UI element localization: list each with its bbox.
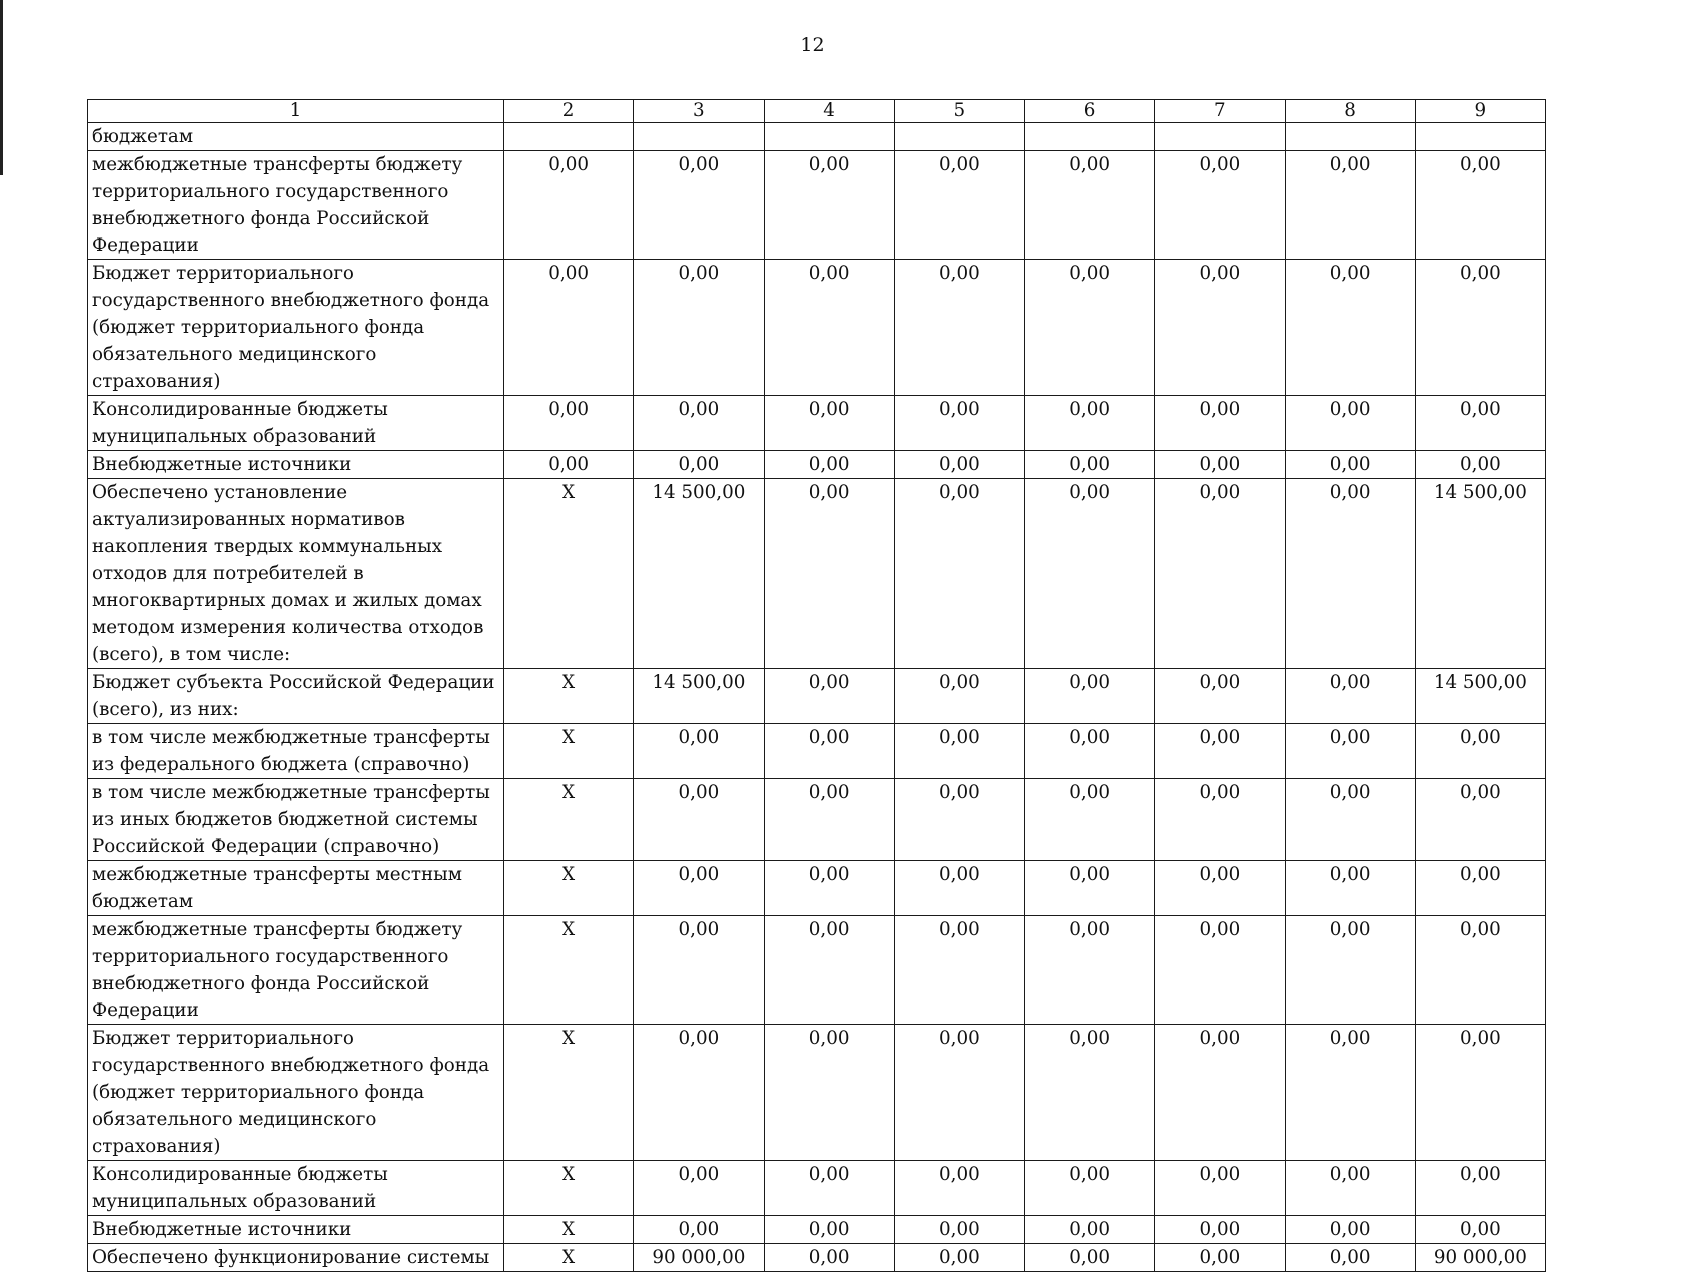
cell-col-4: 0,00 — [764, 724, 894, 779]
table-header — [88, 100, 1546, 123]
cell-col-5: 0,00 — [894, 451, 1024, 479]
cell-col-5: 0,00 — [894, 479, 1024, 669]
cell-col-3 — [634, 123, 764, 151]
cell-col-9: 0,00 — [1415, 451, 1545, 479]
cell-col-9: 0,00 — [1415, 1025, 1545, 1161]
cell-col-6: 0,00 — [1025, 479, 1155, 669]
cell-col-9 — [1415, 123, 1545, 151]
cell-col-3: 0,00 — [634, 151, 764, 260]
cell-col-7 — [1155, 123, 1285, 151]
cell-col-7: 0,00 — [1155, 1216, 1285, 1244]
cell-col-9: 0,00 — [1415, 396, 1545, 451]
cell-col-7: 0,00 — [1155, 260, 1285, 396]
row-label: в том числе межбюджетные трансферты из федерального бюджета (справочно) — [88, 724, 504, 779]
cell-col-8: 0,00 — [1285, 669, 1415, 724]
cell-col-4: 0,00 — [764, 1025, 894, 1161]
cell-col-3: 0,00 — [634, 260, 764, 396]
header-col-6: 6 — [1025, 100, 1155, 123]
cell-col-2: X — [504, 916, 634, 1025]
table-row — [88, 479, 1546, 669]
cell-col-4: 0,00 — [764, 861, 894, 916]
budget-table — [87, 99, 1546, 1272]
table-row — [88, 724, 1546, 779]
cell-col-3: 0,00 — [634, 724, 764, 779]
cell-col-9: 0,00 — [1415, 861, 1545, 916]
cell-col-6: 0,00 — [1025, 669, 1155, 724]
cell-col-9: 0,00 — [1415, 1216, 1545, 1244]
cell-col-5: 0,00 — [894, 779, 1024, 861]
cell-col-2: X — [504, 479, 634, 669]
cell-col-7: 0,00 — [1155, 916, 1285, 1025]
cell-col-5 — [894, 123, 1024, 151]
row-label: Внебюджетные источники — [88, 1216, 504, 1244]
cell-col-8: 0,00 — [1285, 396, 1415, 451]
cell-col-4: 0,00 — [764, 1161, 894, 1216]
cell-col-7: 0,00 — [1155, 779, 1285, 861]
cell-col-6: 0,00 — [1025, 779, 1155, 861]
cell-col-5: 0,00 — [894, 861, 1024, 916]
cell-col-4: 0,00 — [764, 779, 894, 861]
cell-col-7: 0,00 — [1155, 724, 1285, 779]
cell-col-2: X — [504, 724, 634, 779]
cell-col-6 — [1025, 123, 1155, 151]
cell-col-3: 0,00 — [634, 1161, 764, 1216]
cell-col-7: 0,00 — [1155, 396, 1285, 451]
cell-col-2: X — [504, 861, 634, 916]
cell-col-7: 0,00 — [1155, 451, 1285, 479]
cell-col-3: 0,00 — [634, 451, 764, 479]
cell-col-8: 0,00 — [1285, 1216, 1415, 1244]
table-row — [88, 916, 1546, 1025]
header-col-8: 8 — [1285, 100, 1415, 123]
cell-col-6: 0,00 — [1025, 1025, 1155, 1161]
header-col-7: 7 — [1155, 100, 1285, 123]
cell-col-6: 0,00 — [1025, 260, 1155, 396]
row-label: бюджетам — [88, 123, 504, 151]
cell-col-9: 0,00 — [1415, 724, 1545, 779]
cell-col-2: X — [504, 1216, 634, 1244]
cell-col-2: X — [504, 1244, 634, 1272]
header-col-2: 2 — [504, 100, 634, 123]
cell-col-6: 0,00 — [1025, 724, 1155, 779]
table-row — [88, 151, 1546, 260]
cell-col-4: 0,00 — [764, 451, 894, 479]
header-col-3: 3 — [634, 100, 764, 123]
cell-col-2: 0,00 — [504, 451, 634, 479]
header-col-9: 9 — [1415, 100, 1545, 123]
cell-col-6: 0,00 — [1025, 1216, 1155, 1244]
cell-col-9: 14 500,00 — [1415, 479, 1545, 669]
cell-col-8 — [1285, 123, 1415, 151]
cell-col-8: 0,00 — [1285, 1025, 1415, 1161]
cell-col-8: 0,00 — [1285, 916, 1415, 1025]
cell-col-6: 0,00 — [1025, 916, 1155, 1025]
cell-col-4 — [764, 123, 894, 151]
cell-col-4: 0,00 — [764, 260, 894, 396]
cell-col-6: 0,00 — [1025, 1161, 1155, 1216]
table-row — [88, 1025, 1546, 1161]
cell-col-5: 0,00 — [894, 724, 1024, 779]
cell-col-5: 0,00 — [894, 1216, 1024, 1244]
table-row — [88, 451, 1546, 479]
cell-col-7: 0,00 — [1155, 669, 1285, 724]
cell-col-4: 0,00 — [764, 396, 894, 451]
cell-col-8: 0,00 — [1285, 779, 1415, 861]
cell-col-9: 0,00 — [1415, 1161, 1545, 1216]
cell-col-7: 0,00 — [1155, 479, 1285, 669]
cell-col-3: 14 500,00 — [634, 669, 764, 724]
row-label: Бюджет территориального государственного внебюджетного фонда (бюджет территориального фонда обязательного медицинского страхования) — [88, 260, 504, 396]
header-col-4: 4 — [764, 100, 894, 123]
row-label: в том числе межбюджетные трансферты из иных бюджетов бюджетной системы Российской Федерации (справочно) — [88, 779, 504, 861]
cell-col-9: 0,00 — [1415, 779, 1545, 861]
row-label: Внебюджетные источники — [88, 451, 504, 479]
cell-col-3: 14 500,00 — [634, 479, 764, 669]
cell-col-3: 0,00 — [634, 779, 764, 861]
cell-col-3: 0,00 — [634, 916, 764, 1025]
cell-col-5: 0,00 — [894, 151, 1024, 260]
cell-col-6: 0,00 — [1025, 861, 1155, 916]
cell-col-4: 0,00 — [764, 479, 894, 669]
cell-col-3: 0,00 — [634, 1216, 764, 1244]
cell-col-7: 0,00 — [1155, 861, 1285, 916]
cell-col-4: 0,00 — [764, 1216, 894, 1244]
cell-col-5: 0,00 — [894, 916, 1024, 1025]
cell-col-8: 0,00 — [1285, 724, 1415, 779]
cell-col-3: 0,00 — [634, 396, 764, 451]
cell-col-2: 0,00 — [504, 151, 634, 260]
header-col-5: 5 — [894, 100, 1024, 123]
cell-col-9: 0,00 — [1415, 151, 1545, 260]
table-row — [88, 260, 1546, 396]
scan-margin-mark — [0, 0, 3, 175]
table-body — [88, 123, 1546, 1272]
cell-col-4: 0,00 — [764, 1244, 894, 1272]
cell-col-2: X — [504, 1025, 634, 1161]
cell-col-4: 0,00 — [764, 151, 894, 260]
cell-col-8: 0,00 — [1285, 151, 1415, 260]
cell-col-7: 0,00 — [1155, 1161, 1285, 1216]
cell-col-5: 0,00 — [894, 1025, 1024, 1161]
cell-col-2: X — [504, 779, 634, 861]
row-label: Обеспечено функционирование системы — [88, 1244, 504, 1272]
cell-col-2: 0,00 — [504, 396, 634, 451]
cell-col-9: 90 000,00 — [1415, 1244, 1545, 1272]
header-row — [88, 100, 1546, 123]
cell-col-7: 0,00 — [1155, 151, 1285, 260]
cell-col-7: 0,00 — [1155, 1025, 1285, 1161]
cell-col-8: 0,00 — [1285, 861, 1415, 916]
table-row — [88, 779, 1546, 861]
cell-col-3: 0,00 — [634, 1025, 764, 1161]
cell-col-6: 0,00 — [1025, 151, 1155, 260]
row-label: межбюджетные трансферты местным бюджетам — [88, 861, 504, 916]
cell-col-5: 0,00 — [894, 1161, 1024, 1216]
cell-col-9: 0,00 — [1415, 260, 1545, 396]
page-number: 12 — [800, 34, 825, 56]
table-row — [88, 1216, 1546, 1244]
cell-col-4: 0,00 — [764, 669, 894, 724]
cell-col-6: 0,00 — [1025, 451, 1155, 479]
cell-col-5: 0,00 — [894, 669, 1024, 724]
cell-col-8: 0,00 — [1285, 451, 1415, 479]
row-label: Бюджет территориального государственного внебюджетного фонда (бюджет территориального фонда обязательного медицинского страхования) — [88, 1025, 504, 1161]
cell-col-3: 0,00 — [634, 861, 764, 916]
cell-col-9: 0,00 — [1415, 916, 1545, 1025]
cell-col-8: 0,00 — [1285, 1244, 1415, 1272]
table-row — [88, 1161, 1546, 1216]
cell-col-8: 0,00 — [1285, 260, 1415, 396]
cell-col-8: 0,00 — [1285, 479, 1415, 669]
table-row — [88, 396, 1546, 451]
cell-col-9: 14 500,00 — [1415, 669, 1545, 724]
cell-col-2: X — [504, 1161, 634, 1216]
table-row — [88, 1244, 1546, 1272]
cell-col-5: 0,00 — [894, 260, 1024, 396]
cell-col-5: 0,00 — [894, 1244, 1024, 1272]
row-label: Обеспечено установление актуализированных нормативов накопления твердых коммунальных отходов для потребителей в многоквартирных домах и жилых домах методом измерения количества отходов (всего), в том числе: — [88, 479, 504, 669]
row-label: Консолидированные бюджеты муниципальных образований — [88, 1161, 504, 1216]
table-row — [88, 123, 1546, 151]
header-col-1: 1 — [88, 100, 504, 123]
cell-col-7: 0,00 — [1155, 1244, 1285, 1272]
row-label: межбюджетные трансферты бюджету территориального государственного внебюджетного фонда Российской Федерации — [88, 151, 504, 260]
cell-col-2: 0,00 — [504, 260, 634, 396]
cell-col-4: 0,00 — [764, 916, 894, 1025]
cell-col-6: 0,00 — [1025, 1244, 1155, 1272]
cell-col-6: 0,00 — [1025, 396, 1155, 451]
table-row — [88, 861, 1546, 916]
row-label: Бюджет субъекта Российской Федерации (всего), из них: — [88, 669, 504, 724]
row-label: межбюджетные трансферты бюджету территориального государственного внебюджетного фонда Российской Федерации — [88, 916, 504, 1025]
table-row — [88, 669, 1546, 724]
cell-col-5: 0,00 — [894, 396, 1024, 451]
row-label: Консолидированные бюджеты муниципальных образований — [88, 396, 504, 451]
cell-col-3: 90 000,00 — [634, 1244, 764, 1272]
cell-col-2: X — [504, 669, 634, 724]
cell-col-8: 0,00 — [1285, 1161, 1415, 1216]
cell-col-2 — [504, 123, 634, 151]
